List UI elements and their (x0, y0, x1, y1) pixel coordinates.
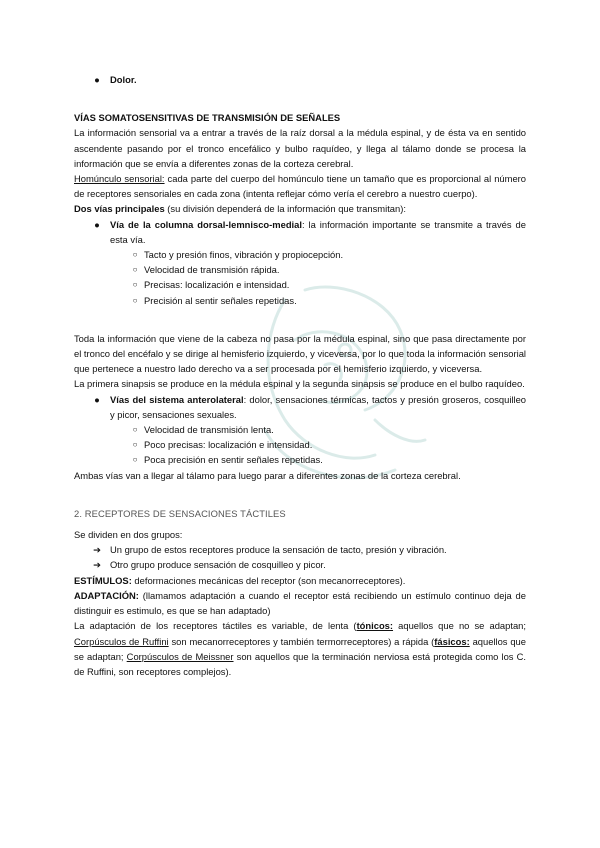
final-text-5: son aquellos que la terminación nerviosa está protegida como los C. de Ruffini, son receptores complejos). (74, 650, 526, 677)
homunculo-paragraph (74, 171, 526, 201)
arrow-item-text: Un grupo de estos receptores produce la sensación de tacto, presión y vibración. (110, 544, 447, 556)
estimulos-paragraph (74, 573, 526, 588)
via1-marker: ● (94, 218, 100, 230)
via2-item: ○ Velocidad de transmisión lenta. (126, 422, 526, 437)
final-text-3: son mecanorreceptores y también termorreceptores) a rápida ( (168, 635, 435, 647)
estimulos-text: deformaciones mecánicas del receptor (son mecanorreceptores). (131, 574, 406, 586)
via2-item: ○ Poco precisas: localización e intensidad. (126, 437, 526, 452)
fasicos-term: fásicos: (434, 635, 470, 647)
dos-vias-label: Dos vías principales (74, 203, 165, 215)
via1-item: ○ Velocidad de transmisión rápida. (126, 262, 526, 277)
section2-title: 2. RECEPTORES DE SENSACIONES TÁCTILES (74, 507, 286, 519)
arrow-item-text: Otro grupo produce sensación de cosquilleo y picor. (110, 559, 326, 571)
meissner-term: Corpúsculos de Meissner (126, 650, 234, 662)
via1-bullet (84, 217, 526, 247)
adaptacion-detail-paragraph (74, 618, 526, 679)
bullet-text: Dolor. (110, 74, 137, 85)
dos-vias-paragraph (74, 201, 526, 216)
via1-item: ○ Precisión al sentir señales repetidas. (126, 293, 526, 308)
ruffini-term: Corpúsculos de Ruffini (74, 635, 169, 647)
via2-bullet (84, 392, 526, 422)
via1-text: : la información importante se transmite a través de esta vía. (110, 218, 526, 245)
via2-item: ○ Poca precisión en sentir señales repetidas. (126, 452, 526, 467)
bullet-dolor (84, 72, 526, 87)
arrow-item (84, 557, 526, 572)
via1-item-text: Precisas: localización e intensidad. (144, 279, 290, 291)
bullet-marker: ● (94, 74, 100, 85)
adaptacion-paragraph (74, 588, 526, 618)
via1-item-text: Tacto y presión finos, vibración y propiocepción. (144, 249, 344, 261)
via2-item-text: Velocidad de transmisión lenta. (144, 424, 274, 436)
via2-item-text: Poco precisas: localización e intensidad. (144, 439, 313, 451)
final-text-1: La adaptación de los receptores táctiles es variable, de lenta ( (74, 620, 357, 632)
via2-text: : dolor, sensaciones térmicas, tactos y presión groseros, cosquilleo y picor, sensaciones sexuales. (110, 393, 526, 420)
via1-item-text: Precisión al sentir señales repetidas. (144, 294, 297, 306)
section2-intro: Se dividen en dos grupos: (74, 529, 183, 541)
document-content (74, 72, 526, 679)
section1-para3: La primera sinapsis se produce en la médula espinal y la segunda sinapsis se produce en el bulbo raquídeo. (74, 378, 525, 390)
adaptacion-text: (llamamos adaptación a cuando el receptor está recibiendo un estímulo continuo deja de distinguir es estimulo, es que se han adaptado) (74, 589, 526, 617)
section1-intro: La información sensorial va a entrar a través de la raíz dorsal a la médula espinal, y de ésta va en sentido ascendente pasando por el tronco encefálico y bulbo raquídeo, y llega al tálamo donde se procesa la información que se envía a diferentes zonas de la corteza cerebral. (74, 127, 526, 169)
via2-label: Vías del sistema anterolateral (110, 393, 244, 405)
adaptacion-label: ADAPTACIÓN: (74, 589, 139, 601)
via1-item: ○ Tacto y presión finos, vibración y propiocepción. (126, 247, 526, 262)
estimulos-label: ESTÍMULOS: (74, 574, 132, 586)
final-text-2: aquellos que no se adaptan; (393, 620, 526, 632)
via1-label: Vía de la columna dorsal-lemnisco-medial (110, 218, 302, 230)
dos-vias-text: (su división dependerá de la información que transmitan): (164, 203, 406, 215)
section1-closing: Ambas vías van a llegar al tálamo para luego parar a diferentes zonas de la corteza cerebral. (74, 469, 461, 481)
via1-item-text: Velocidad de transmisión rápida. (144, 264, 280, 276)
via2-item-text: Poca precisión en sentir señales repetidas. (144, 454, 323, 466)
via2-marker: ● (94, 393, 100, 405)
arrow-item (84, 542, 526, 557)
section1-title: VÍAS SOMATOSENSITIVAS DE TRANSMISIÓN DE SEÑALES (74, 112, 341, 124)
via1-item: ○ Precisas: localización e intensidad. (126, 277, 526, 292)
final-text-4: aquellos que se adaptan; (74, 635, 526, 662)
via2-text-wrap (110, 392, 526, 422)
homunculo-text: cada parte del cuerpo del homúnculo tiene un tamaño que es proporcional al número de receptores sensoriales en cada zona (intenta reflejar cómo vería el cerebro a nuestro cuerpo). (74, 173, 526, 200)
via1-text-wrap (110, 217, 526, 247)
section1-para2: Toda la información que viene de la cabeza no pasa por la médula espinal, sino que pasa directamente por el tronco del encéfalo y se dirige al hemisferio izquierdo, y viceversa, por lo que toda la información sensorial que pertenece a nuestro lado derecho va a ser procesada por el hemisferio izquierdo, y viceversa. (74, 332, 526, 375)
tonicos-term: tónicos: (356, 620, 394, 632)
homunculo-label: Homúnculo sensorial: (74, 173, 165, 185)
arrow-icon: ➔ (93, 544, 101, 556)
arrow-icon: ➔ (93, 559, 101, 571)
